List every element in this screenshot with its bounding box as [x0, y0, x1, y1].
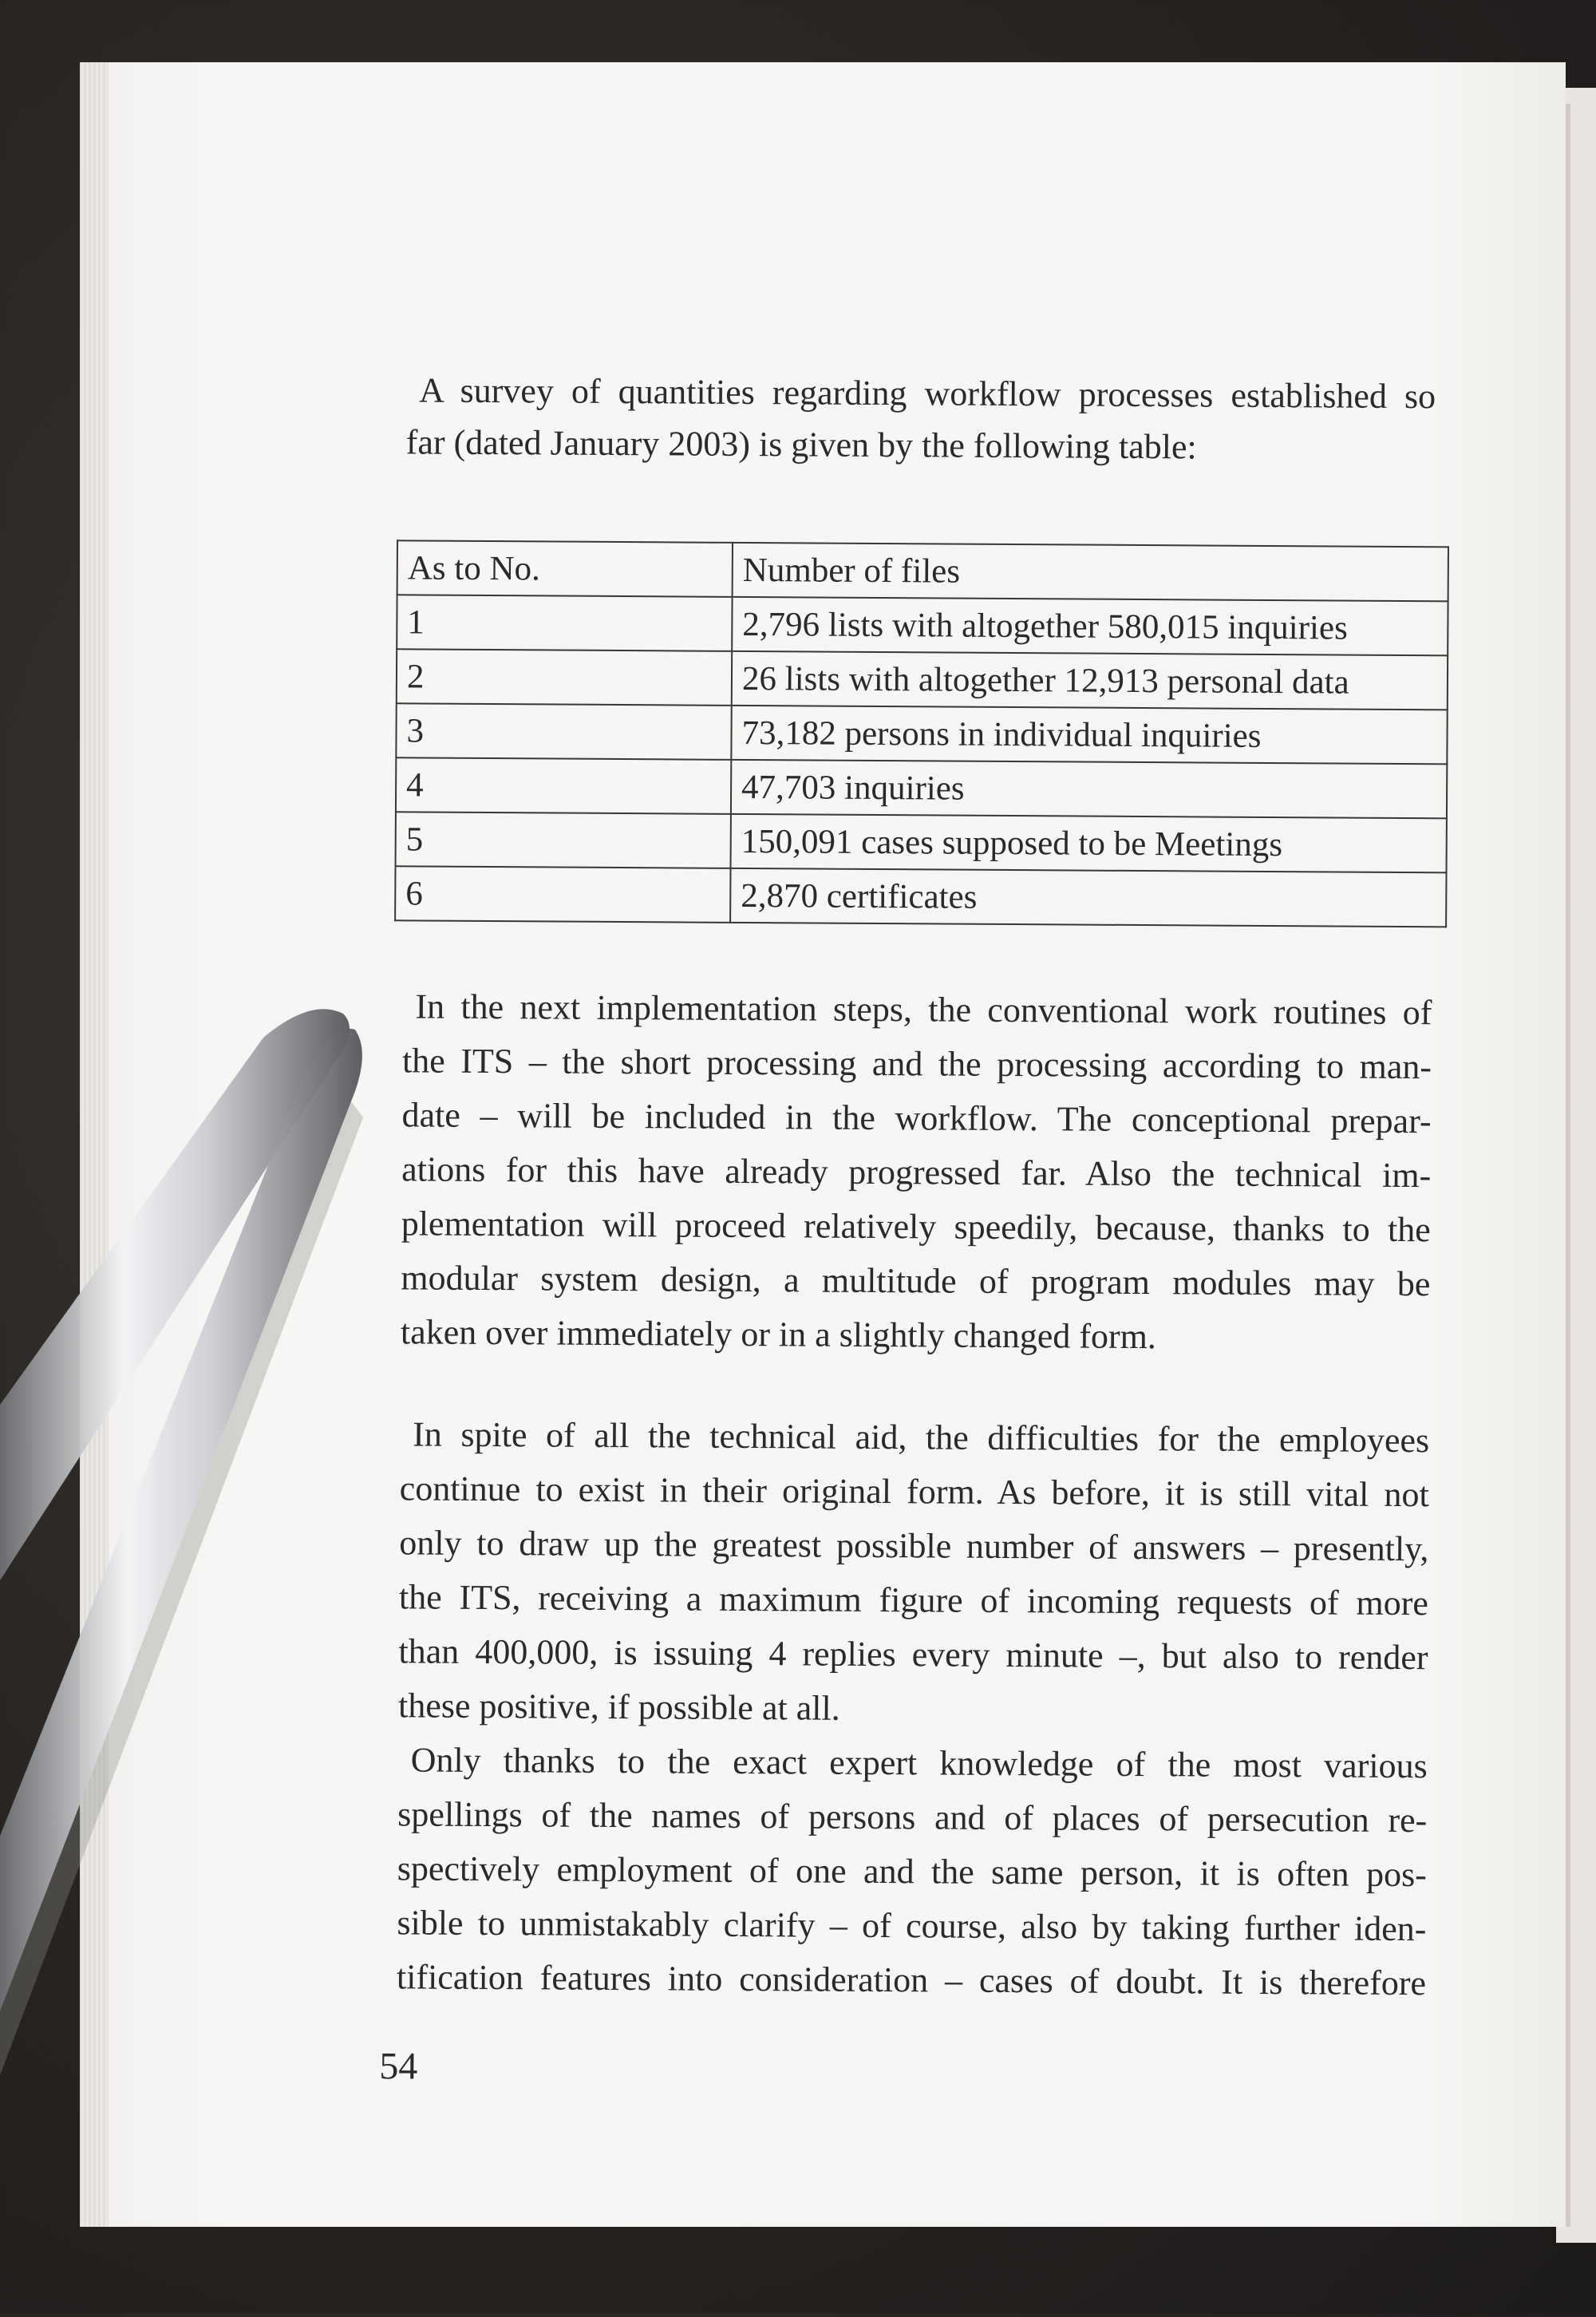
paragraph-line: modular system design, a multitude of program modules may be	[401, 1258, 1431, 1304]
paragraph-line: In spite of all the technical aid, the difficulties for the employees	[413, 1414, 1430, 1461]
row-value: 2,796 lists with altogether 580,015 inquiries	[732, 597, 1448, 655]
paragraph-line: sible to unmistakably clarify – of course, also by taking further iden-	[397, 1903, 1427, 1949]
row-value: 2,870 certificates	[730, 868, 1446, 927]
row-number: 4	[396, 757, 731, 814]
row-number: 3	[396, 703, 731, 760]
row-number: 5	[396, 812, 731, 868]
paragraph-line: the ITS, receiving a maximum figure of incoming requests of more	[398, 1577, 1429, 1623]
paragraph-line: Only thanks to the exact expert knowledge of the most various	[410, 1740, 1428, 1786]
paragraph-line: date – will be included in the workflow. The conceptional prepar-	[401, 1095, 1432, 1141]
paragraph-line: the ITS – the short processing and the processing according to man-	[401, 1041, 1432, 1087]
paragraph-line: ations for this have already progressed far. Also the technical im-	[401, 1149, 1432, 1196]
row-number: 6	[395, 866, 730, 923]
intro-line: far (dated January 2003) is given by the following table:	[405, 422, 1197, 467]
paragraph-line: these positive, if possible at all.	[397, 1686, 840, 1728]
page-number: 54	[379, 2045, 418, 2088]
row-value: 150,091 cases supposed to be Meetings	[731, 814, 1447, 872]
paragraph-line: only to draw up the greatest possible number of answers – presently,	[399, 1523, 1429, 1569]
paragraph-line: spellings of the names of persons and of places of persecution re-	[397, 1794, 1428, 1841]
row-number: 1	[397, 595, 732, 651]
paragraph-line: continue to exist in their original form. As before, it is still vital not	[399, 1469, 1429, 1515]
row-value: 26 lists with altogether 12,913 personal data	[732, 651, 1448, 710]
header-cell: Number of files	[733, 543, 1448, 601]
row-value: 73,182 persons in individual inquiries	[731, 706, 1447, 764]
paragraph-line: spectively employment of one and the same person, it is often pos-	[397, 1848, 1427, 1895]
row-value: 47,703 inquiries	[731, 760, 1447, 818]
intro-line: A survey of quantities regarding workflow processes established so	[419, 370, 1436, 417]
paragraph-line: In the next implementation steps, the conventional work routines of	[415, 987, 1432, 1033]
header-cell: As to No.	[397, 540, 733, 597]
paragraph-line: than 400,000, is issuing 4 replies every minute –, but also to render	[398, 1631, 1428, 1678]
row-number: 2	[397, 649, 732, 706]
paragraph-line: taken over immediately or in a slightly changed form.	[400, 1312, 1157, 1357]
paragraph-line: plementation will proceed relatively speedily, because, thanks to the	[401, 1204, 1431, 1250]
paragraph-line: tification features into consideration – cases of doubt. It is therefore	[396, 1957, 1427, 2003]
